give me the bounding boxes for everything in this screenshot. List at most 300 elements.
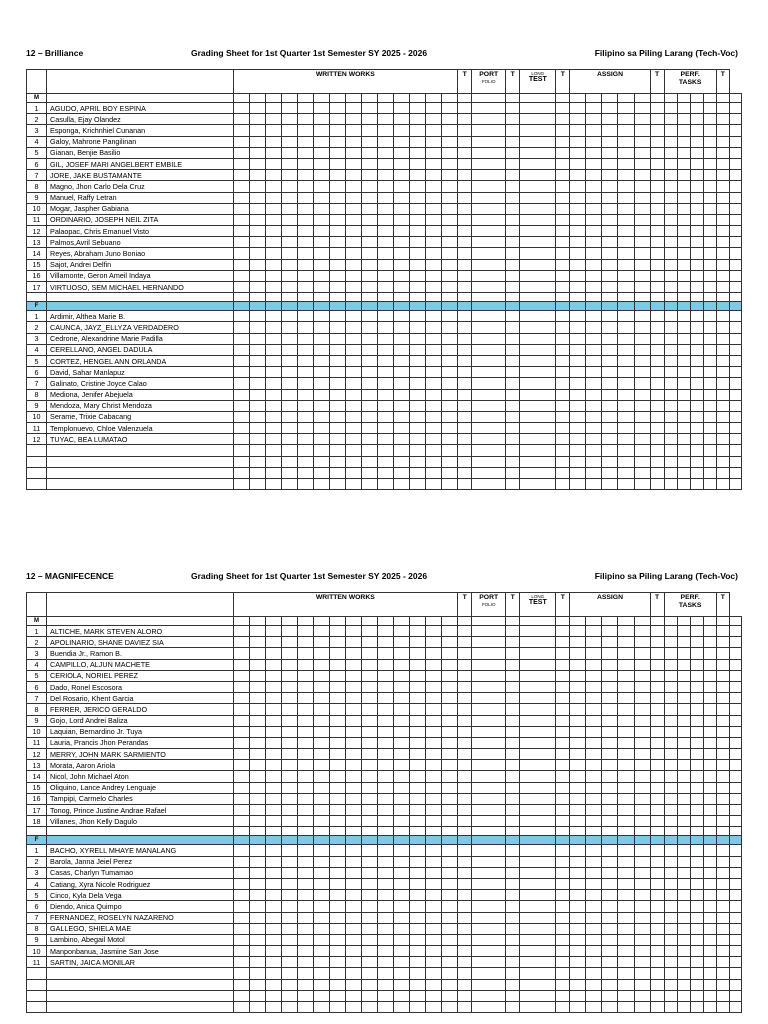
grade-cell[interactable] — [664, 282, 677, 293]
grade-cell[interactable] — [602, 968, 618, 979]
grade-cell[interactable] — [716, 867, 729, 878]
grade-cell[interactable] — [425, 181, 441, 192]
grade-cell[interactable] — [506, 158, 520, 169]
grade-cell[interactable] — [425, 946, 441, 957]
grade-cell[interactable] — [729, 934, 741, 945]
grade-cell[interactable] — [556, 890, 570, 901]
grade-cell[interactable] — [409, 248, 425, 259]
grade-cell[interactable] — [409, 816, 425, 827]
grade-cell[interactable] — [409, 136, 425, 147]
grade-cell[interactable] — [281, 114, 297, 125]
grade-cell[interactable] — [586, 467, 602, 478]
grade-cell[interactable] — [664, 670, 677, 681]
grade-cell[interactable] — [556, 479, 570, 490]
grade-cell[interactable] — [716, 670, 729, 681]
grade-cell[interactable] — [265, 827, 281, 836]
grade-cell[interactable] — [556, 367, 570, 378]
grade-cell[interactable] — [520, 389, 556, 400]
grade-cell[interactable] — [297, 693, 313, 704]
grade-cell[interactable] — [249, 968, 265, 979]
grade-cell[interactable] — [506, 270, 520, 281]
grade-cell[interactable] — [441, 114, 457, 125]
grade-cell[interactable] — [729, 704, 741, 715]
grade-cell[interactable] — [472, 248, 506, 259]
grade-cell[interactable] — [570, 637, 586, 648]
grade-cell[interactable] — [556, 434, 570, 445]
grade-cell[interactable] — [570, 659, 586, 670]
grade-cell[interactable] — [233, 890, 249, 901]
grade-cell[interactable] — [650, 957, 664, 968]
grade-cell[interactable] — [297, 648, 313, 659]
grade-cell[interactable] — [425, 1002, 441, 1013]
grade-cell[interactable] — [425, 816, 441, 827]
grade-cell[interactable] — [586, 648, 602, 659]
grade-cell[interactable] — [361, 617, 377, 626]
grade-cell[interactable] — [425, 479, 441, 490]
grade-cell[interactable] — [472, 311, 506, 322]
grade-cell[interactable] — [556, 355, 570, 366]
grade-cell[interactable] — [690, 333, 703, 344]
grade-cell[interactable] — [313, 226, 329, 237]
grade-cell[interactable] — [677, 715, 690, 726]
grade-cell[interactable] — [634, 912, 650, 923]
grade-cell[interactable] — [281, 957, 297, 968]
grade-cell[interactable] — [556, 827, 570, 836]
grade-cell[interactable] — [677, 136, 690, 147]
grade-cell[interactable] — [27, 1002, 47, 1013]
grade-cell[interactable] — [677, 389, 690, 400]
grade-cell[interactable] — [393, 816, 409, 827]
grade-cell[interactable] — [329, 715, 345, 726]
grade-cell[interactable] — [409, 103, 425, 114]
grade-cell[interactable] — [634, 845, 650, 856]
grade-cell[interactable] — [602, 192, 618, 203]
grade-cell[interactable] — [425, 237, 441, 248]
grade-cell[interactable] — [265, 125, 281, 136]
grade-cell[interactable] — [472, 114, 506, 125]
grade-cell[interactable] — [729, 147, 741, 158]
grade-cell[interactable] — [409, 923, 425, 934]
grade-cell[interactable] — [361, 957, 377, 968]
grade-cell[interactable] — [377, 181, 393, 192]
grade-cell[interactable] — [556, 181, 570, 192]
grade-cell[interactable] — [265, 946, 281, 957]
grade-cell[interactable] — [570, 311, 586, 322]
grade-cell[interactable] — [506, 479, 520, 490]
grade-cell[interactable] — [393, 125, 409, 136]
grade-cell[interactable] — [409, 934, 425, 945]
grade-cell[interactable] — [690, 715, 703, 726]
grade-cell[interactable] — [472, 423, 506, 434]
grade-cell[interactable] — [281, 912, 297, 923]
grade-cell[interactable] — [586, 912, 602, 923]
grade-cell[interactable] — [472, 946, 506, 957]
grade-cell[interactable] — [47, 445, 233, 456]
grade-cell[interactable] — [729, 878, 741, 889]
grade-cell[interactable] — [409, 467, 425, 478]
grade-cell[interactable] — [441, 968, 457, 979]
grade-cell[interactable] — [677, 114, 690, 125]
grade-cell[interactable] — [393, 147, 409, 158]
grade-cell[interactable] — [586, 259, 602, 270]
grade-cell[interactable] — [297, 912, 313, 923]
grade-cell[interactable] — [520, 867, 556, 878]
grade-cell[interactable] — [345, 378, 361, 389]
grade-cell[interactable] — [297, 901, 313, 912]
grade-cell[interactable] — [409, 270, 425, 281]
grade-cell[interactable] — [618, 423, 634, 434]
grade-cell[interactable] — [409, 400, 425, 411]
grade-cell[interactable] — [345, 771, 361, 782]
grade-cell[interactable] — [472, 344, 506, 355]
grade-cell[interactable] — [703, 946, 716, 957]
grade-cell[interactable] — [329, 912, 345, 923]
grade-cell[interactable] — [472, 1002, 506, 1013]
grade-cell[interactable] — [520, 479, 556, 490]
grade-cell[interactable] — [703, 378, 716, 389]
grade-cell[interactable] — [677, 423, 690, 434]
grade-cell[interactable] — [716, 856, 729, 867]
grade-cell[interactable] — [393, 979, 409, 990]
grade-cell[interactable] — [281, 293, 297, 302]
grade-cell[interactable] — [233, 479, 249, 490]
grade-cell[interactable] — [664, 467, 677, 478]
grade-cell[interactable] — [586, 226, 602, 237]
grade-cell[interactable] — [458, 248, 472, 259]
grade-cell[interactable] — [425, 737, 441, 748]
grade-cell[interactable] — [729, 237, 741, 248]
grade-cell[interactable] — [664, 990, 677, 1001]
grade-cell[interactable] — [602, 946, 618, 957]
grade-cell[interactable] — [249, 816, 265, 827]
grade-cell[interactable] — [716, 293, 729, 302]
grade-cell[interactable] — [425, 344, 441, 355]
grade-cell[interactable] — [520, 693, 556, 704]
grade-cell[interactable] — [664, 445, 677, 456]
grade-cell[interactable] — [27, 990, 47, 1001]
grade-cell[interactable] — [441, 400, 457, 411]
grade-cell[interactable] — [47, 94, 233, 103]
grade-cell[interactable] — [586, 715, 602, 726]
grade-cell[interactable] — [506, 704, 520, 715]
grade-cell[interactable] — [377, 923, 393, 934]
grade-cell[interactable] — [281, 226, 297, 237]
grade-cell[interactable] — [329, 856, 345, 867]
grade-cell[interactable] — [602, 389, 618, 400]
grade-cell[interactable] — [377, 125, 393, 136]
grade-cell[interactable] — [703, 192, 716, 203]
grade-cell[interactable] — [570, 423, 586, 434]
grade-cell[interactable] — [409, 693, 425, 704]
grade-cell[interactable] — [377, 704, 393, 715]
grade-cell[interactable] — [361, 237, 377, 248]
grade-cell[interactable] — [586, 934, 602, 945]
grade-cell[interactable] — [361, 270, 377, 281]
grade-cell[interactable] — [729, 726, 741, 737]
grade-cell[interactable] — [233, 760, 249, 771]
grade-cell[interactable] — [618, 192, 634, 203]
grade-cell[interactable] — [690, 726, 703, 737]
grade-cell[interactable] — [650, 617, 664, 626]
grade-cell[interactable] — [233, 979, 249, 990]
grade-cell[interactable] — [729, 411, 741, 422]
grade-cell[interactable] — [690, 445, 703, 456]
grade-cell[interactable] — [265, 214, 281, 225]
grade-cell[interactable] — [441, 293, 457, 302]
grade-cell[interactable] — [472, 158, 506, 169]
grade-cell[interactable] — [506, 378, 520, 389]
grade-cell[interactable] — [664, 737, 677, 748]
grade-cell[interactable] — [618, 968, 634, 979]
grade-cell[interactable] — [361, 946, 377, 957]
grade-cell[interactable] — [570, 901, 586, 912]
grade-cell[interactable] — [249, 479, 265, 490]
grade-cell[interactable] — [249, 1002, 265, 1013]
grade-cell[interactable] — [393, 259, 409, 270]
grade-cell[interactable] — [329, 1002, 345, 1013]
grade-cell[interactable] — [249, 737, 265, 748]
grade-cell[interactable] — [506, 867, 520, 878]
grade-cell[interactable] — [703, 456, 716, 467]
grade-cell[interactable] — [618, 293, 634, 302]
grade-cell[interactable] — [664, 923, 677, 934]
grade-cell[interactable] — [281, 147, 297, 158]
grade-cell[interactable] — [729, 979, 741, 990]
grade-cell[interactable] — [634, 737, 650, 748]
grade-cell[interactable] — [409, 1002, 425, 1013]
grade-cell[interactable] — [281, 125, 297, 136]
grade-cell[interactable] — [345, 237, 361, 248]
grade-cell[interactable] — [47, 617, 233, 626]
grade-cell[interactable] — [556, 411, 570, 422]
grade-cell[interactable] — [602, 979, 618, 990]
grade-cell[interactable] — [664, 125, 677, 136]
grade-cell[interactable] — [650, 237, 664, 248]
grade-cell[interactable] — [472, 322, 506, 333]
grade-cell[interactable] — [634, 1002, 650, 1013]
grade-cell[interactable] — [265, 434, 281, 445]
grade-cell[interactable] — [677, 192, 690, 203]
grade-cell[interactable] — [281, 648, 297, 659]
grade-cell[interactable] — [703, 423, 716, 434]
grade-cell[interactable] — [281, 693, 297, 704]
grade-cell[interactable] — [586, 248, 602, 259]
grade-cell[interactable] — [634, 704, 650, 715]
grade-cell[interactable] — [281, 389, 297, 400]
grade-cell[interactable] — [233, 270, 249, 281]
grade-cell[interactable] — [556, 94, 570, 103]
grade-cell[interactable] — [634, 203, 650, 214]
grade-cell[interactable] — [27, 445, 47, 456]
grade-cell[interactable] — [281, 158, 297, 169]
grade-cell[interactable] — [729, 659, 741, 670]
grade-cell[interactable] — [602, 293, 618, 302]
grade-cell[interactable] — [716, 445, 729, 456]
grade-cell[interactable] — [249, 248, 265, 259]
grade-cell[interactable] — [664, 979, 677, 990]
grade-cell[interactable] — [472, 923, 506, 934]
grade-cell[interactable] — [233, 136, 249, 147]
grade-cell[interactable] — [650, 793, 664, 804]
grade-cell[interactable] — [634, 659, 650, 670]
grade-cell[interactable] — [472, 125, 506, 136]
grade-cell[interactable] — [677, 845, 690, 856]
grade-cell[interactable] — [690, 311, 703, 322]
grade-cell[interactable] — [520, 771, 556, 782]
grade-cell[interactable] — [634, 726, 650, 737]
grade-cell[interactable] — [281, 626, 297, 637]
grade-cell[interactable] — [677, 333, 690, 344]
grade-cell[interactable] — [556, 760, 570, 771]
grade-cell[interactable] — [425, 890, 441, 901]
grade-cell[interactable] — [650, 158, 664, 169]
grade-cell[interactable] — [520, 670, 556, 681]
grade-cell[interactable] — [729, 946, 741, 957]
grade-cell[interactable] — [27, 467, 47, 478]
grade-cell[interactable] — [729, 890, 741, 901]
grade-cell[interactable] — [265, 445, 281, 456]
grade-cell[interactable] — [313, 423, 329, 434]
grade-cell[interactable] — [265, 237, 281, 248]
grade-cell[interactable] — [729, 760, 741, 771]
grade-cell[interactable] — [361, 400, 377, 411]
grade-cell[interactable] — [602, 845, 618, 856]
grade-cell[interactable] — [729, 344, 741, 355]
grade-cell[interactable] — [520, 170, 556, 181]
grade-cell[interactable] — [664, 214, 677, 225]
grade-cell[interactable] — [716, 367, 729, 378]
grade-cell[interactable] — [458, 617, 472, 626]
grade-cell[interactable] — [506, 946, 520, 957]
grade-cell[interactable] — [716, 237, 729, 248]
grade-cell[interactable] — [345, 934, 361, 945]
grade-cell[interactable] — [233, 445, 249, 456]
grade-cell[interactable] — [281, 282, 297, 293]
grade-cell[interactable] — [472, 793, 506, 804]
grade-cell[interactable] — [249, 423, 265, 434]
grade-cell[interactable] — [677, 282, 690, 293]
grade-cell[interactable] — [703, 248, 716, 259]
grade-cell[interactable] — [249, 726, 265, 737]
grade-cell[interactable] — [441, 957, 457, 968]
grade-cell[interactable] — [618, 322, 634, 333]
grade-cell[interactable] — [393, 214, 409, 225]
grade-cell[interactable] — [458, 957, 472, 968]
grade-cell[interactable] — [634, 192, 650, 203]
grade-cell[interactable] — [361, 311, 377, 322]
grade-cell[interactable] — [377, 114, 393, 125]
grade-cell[interactable] — [345, 670, 361, 681]
grade-cell[interactable] — [506, 259, 520, 270]
grade-cell[interactable] — [618, 890, 634, 901]
grade-cell[interactable] — [602, 259, 618, 270]
grade-cell[interactable] — [265, 816, 281, 827]
grade-cell[interactable] — [409, 793, 425, 804]
grade-cell[interactable] — [265, 968, 281, 979]
grade-cell[interactable] — [586, 923, 602, 934]
grade-cell[interactable] — [377, 259, 393, 270]
grade-cell[interactable] — [425, 957, 441, 968]
grade-cell[interactable] — [472, 617, 506, 626]
grade-cell[interactable] — [729, 226, 741, 237]
grade-cell[interactable] — [506, 890, 520, 901]
grade-cell[interactable] — [393, 344, 409, 355]
grade-cell[interactable] — [458, 270, 472, 281]
grade-cell[interactable] — [570, 125, 586, 136]
grade-cell[interactable] — [677, 411, 690, 422]
grade-cell[interactable] — [329, 805, 345, 816]
grade-cell[interactable] — [729, 479, 741, 490]
grade-cell[interactable] — [650, 648, 664, 659]
grade-cell[interactable] — [618, 793, 634, 804]
grade-cell[interactable] — [345, 136, 361, 147]
grade-cell[interactable] — [233, 456, 249, 467]
grade-cell[interactable] — [634, 333, 650, 344]
grade-cell[interactable] — [281, 968, 297, 979]
grade-cell[interactable] — [520, 147, 556, 158]
grade-cell[interactable] — [586, 367, 602, 378]
grade-cell[interactable] — [472, 282, 506, 293]
grade-cell[interactable] — [472, 681, 506, 692]
grade-cell[interactable] — [313, 282, 329, 293]
grade-cell[interactable] — [361, 968, 377, 979]
grade-cell[interactable] — [313, 737, 329, 748]
grade-cell[interactable] — [361, 726, 377, 737]
grade-cell[interactable] — [313, 237, 329, 248]
grade-cell[interactable] — [677, 957, 690, 968]
grade-cell[interactable] — [618, 704, 634, 715]
grade-cell[interactable] — [297, 389, 313, 400]
grade-cell[interactable] — [409, 771, 425, 782]
grade-cell[interactable] — [265, 715, 281, 726]
grade-cell[interactable] — [716, 192, 729, 203]
grade-cell[interactable] — [377, 934, 393, 945]
grade-cell[interactable] — [393, 737, 409, 748]
grade-cell[interactable] — [520, 456, 556, 467]
grade-cell[interactable] — [586, 827, 602, 836]
grade-cell[interactable] — [361, 103, 377, 114]
grade-cell[interactable] — [677, 322, 690, 333]
grade-cell[interactable] — [520, 805, 556, 816]
grade-cell[interactable] — [47, 293, 233, 302]
grade-cell[interactable] — [345, 946, 361, 957]
grade-cell[interactable] — [425, 400, 441, 411]
grade-cell[interactable] — [329, 136, 345, 147]
grade-cell[interactable] — [570, 445, 586, 456]
grade-cell[interactable] — [586, 693, 602, 704]
grade-cell[interactable] — [556, 282, 570, 293]
grade-cell[interactable] — [716, 114, 729, 125]
grade-cell[interactable] — [556, 293, 570, 302]
grade-cell[interactable] — [716, 715, 729, 726]
grade-cell[interactable] — [520, 467, 556, 478]
grade-cell[interactable] — [345, 479, 361, 490]
grade-cell[interactable] — [297, 867, 313, 878]
grade-cell[interactable] — [506, 445, 520, 456]
grade-cell[interactable] — [703, 771, 716, 782]
grade-cell[interactable] — [716, 136, 729, 147]
grade-cell[interactable] — [233, 704, 249, 715]
grade-cell[interactable] — [556, 782, 570, 793]
grade-cell[interactable] — [506, 878, 520, 889]
grade-cell[interactable] — [441, 782, 457, 793]
grade-cell[interactable] — [570, 192, 586, 203]
grade-cell[interactable] — [249, 378, 265, 389]
grade-cell[interactable] — [27, 479, 47, 490]
grade-cell[interactable] — [677, 637, 690, 648]
grade-cell[interactable] — [393, 467, 409, 478]
grade-cell[interactable] — [249, 693, 265, 704]
